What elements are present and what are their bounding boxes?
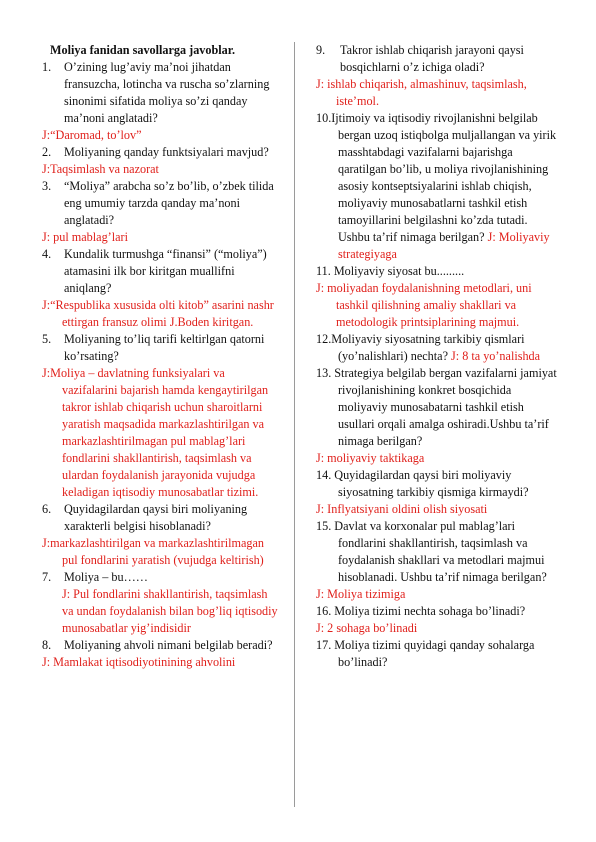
answer-8: J: Mamlakat iqtisodiyotinining ahvolini bbox=[42, 655, 236, 669]
answer-2: J:Taqsimlash va nazorat bbox=[42, 162, 159, 176]
question-text: Moliya – bu…… bbox=[64, 570, 148, 584]
question-number: 7. bbox=[42, 570, 52, 584]
answer-11: J: moliyadan foydalanishning metodlari, uni tashkil qilishning amaliy shakllari va metodologik printsiplarining majmui. bbox=[316, 281, 532, 329]
question-8 bbox=[42, 637, 280, 654]
question-text: “Moliya” arabcha so’z bo’lib, o’zbek tilida eng umumiy tarzda qanday ma’noni anglatadi? bbox=[64, 179, 274, 227]
question-number: 4. bbox=[42, 247, 52, 261]
document-title: Moliya fanidan savollarga javoblar. bbox=[50, 43, 236, 57]
question-text: Moliyaning qanday funktsiyalari mavjud? bbox=[64, 145, 269, 159]
question-text: O’zining lug’aviy ma’noi jihatdan fransuzcha, lotincha va ruscha so’zlarning sinonimi sifatida moliya so’zi qanday ma’noni anglatadi? bbox=[64, 60, 270, 125]
answer-7: J: Pul fondlarini shakllantirish, taqsimlash va undan foydalanish bilan bog’liq iqtisodiy munosabatlar yig’indisidir bbox=[62, 587, 278, 635]
question-4 bbox=[42, 246, 280, 297]
question-11: 11. Moliyaviy siyosat bu......... bbox=[316, 264, 465, 278]
question-number: 3. bbox=[42, 179, 52, 193]
question-text: Moliyaning to’liq tarifi keltirlgan qatorni ko’rsating? bbox=[64, 332, 265, 363]
question-14: 14. Quyidagilardan qaysi biri moliyaviy siyosatning tarkibiy qismiga kirmaydi? bbox=[316, 468, 529, 499]
question-text: Takror ishlab chiqarish jarayoni qaysi bosqichlarni o’z ichiga oladi? bbox=[340, 43, 524, 74]
answer-5: J:Moliya – davlatning funksiyalari va vazifalarini bajarish hamda kengaytirilgan takror ishlab chiqarish uchun sharoitlarni yaratish maqsadida markazlashtirilgan va markazlashtirilmagan pul mablag’lari fondlarini shakllantirish, taqsimlash va ulardan foydalanish jarayonida vujudga keladigan iqtisodiy munosabatlar tizimi. bbox=[42, 366, 269, 499]
question-16: 16. Moliya tizimi nechta sohaga bo’linadi? bbox=[316, 604, 526, 618]
answer-15: J: Moliya tizimiga bbox=[316, 587, 406, 601]
answer-9: J: ishlab chiqarish, almashinuv, taqsimlash, iste’mol. bbox=[316, 77, 527, 108]
question-10 bbox=[316, 110, 558, 263]
question-number: 6. bbox=[42, 502, 52, 516]
question-12 bbox=[316, 331, 558, 365]
question-2 bbox=[42, 144, 280, 161]
answer-3: J: pul mablag’lari bbox=[42, 230, 128, 244]
question-17: 17. Moliya tizimi quyidagi qanday sohalarga bo’linadi? bbox=[316, 638, 535, 669]
answer-4: J:“Respublika xususida olti kitob” asarini nashr ettirgan fransuz olimi J.Boden kiritgan. bbox=[42, 298, 274, 329]
question-5 bbox=[42, 331, 280, 365]
question-text: 12.Moliyaviy siyosatning tarkibiy qismlari (yo’nalishlari) nechta? bbox=[316, 332, 525, 363]
question-text: Kundalik turmushga “finansi” (“moliya”) atamasini ilk bor kiritgan muallifni aniqlang? bbox=[64, 247, 267, 295]
question-15: 15. Davlat va korxonalar pul mablag’lari fondlarini shakllantirish, taqsimlash va foydalanish shakllari va metodlari majmui hisoblanadi. Ushbu ta’rif nimaga berilgan? bbox=[316, 519, 547, 584]
answer-10: J: Moliyaviy strategiyaga bbox=[338, 230, 550, 261]
question-number: 8. bbox=[42, 638, 52, 652]
right-column bbox=[316, 42, 558, 671]
question-text: Moliyaning ahvoli nimani belgilab beradi? bbox=[64, 638, 273, 652]
column-divider bbox=[294, 42, 295, 807]
answer-16: J: 2 sohaga bo’linadi bbox=[316, 621, 418, 635]
question-text: Quyidagilardan qaysi biri moliyaning xarakterli belgisi hisoblanadi? bbox=[64, 502, 248, 533]
question-number: 9. bbox=[316, 43, 326, 57]
answer-14: J: Inflyatsiyani oldini olish siyosati bbox=[316, 502, 488, 516]
question-7 bbox=[42, 569, 280, 586]
question-number: 1. bbox=[42, 60, 52, 74]
question-6 bbox=[42, 501, 280, 535]
answer-6: J:markazlashtirilgan va markazlashtirilmagan pul fondlarini yaratish (vujudga keltirish) bbox=[42, 536, 264, 567]
question-9 bbox=[316, 42, 558, 76]
answer-1: J:“Daromad, to’lov” bbox=[42, 128, 142, 142]
answer-13: J: moliyaviy taktikaga bbox=[316, 451, 425, 465]
question-number: 5. bbox=[42, 332, 52, 346]
left-column bbox=[42, 42, 280, 671]
question-3 bbox=[42, 178, 280, 229]
answer-12: J: 8 ta yo’nalishda bbox=[451, 349, 541, 363]
question-13: 13. Strategiya belgilab bergan vazifalarni jamiyat rivojlanishining konkret bosqichida moliyaviy munosabatarni tashkil etish usullari orqali amalga oshiradi.Ushbu ta’rif nimaga berilgan? bbox=[316, 366, 557, 448]
question-number: 2. bbox=[42, 145, 52, 159]
question-1 bbox=[42, 59, 280, 127]
question-text: 10.Ijtimoiy va iqtisodiy rivojlanishni belgilab bergan uzoq istiqbolga muljallangan va yirik masshtabdagi vazifalarni bajarishga qaratilgan bo’lib, u moliya rivojlanishining asosiy kontseptsiyalarini ishlab chiqish, moliyaviy munosabatlarni tashkil etish tamoyillarini belgilashni ko’zda tutadi. Ushbu ta’rif nimaga berilgan? bbox=[316, 111, 557, 244]
